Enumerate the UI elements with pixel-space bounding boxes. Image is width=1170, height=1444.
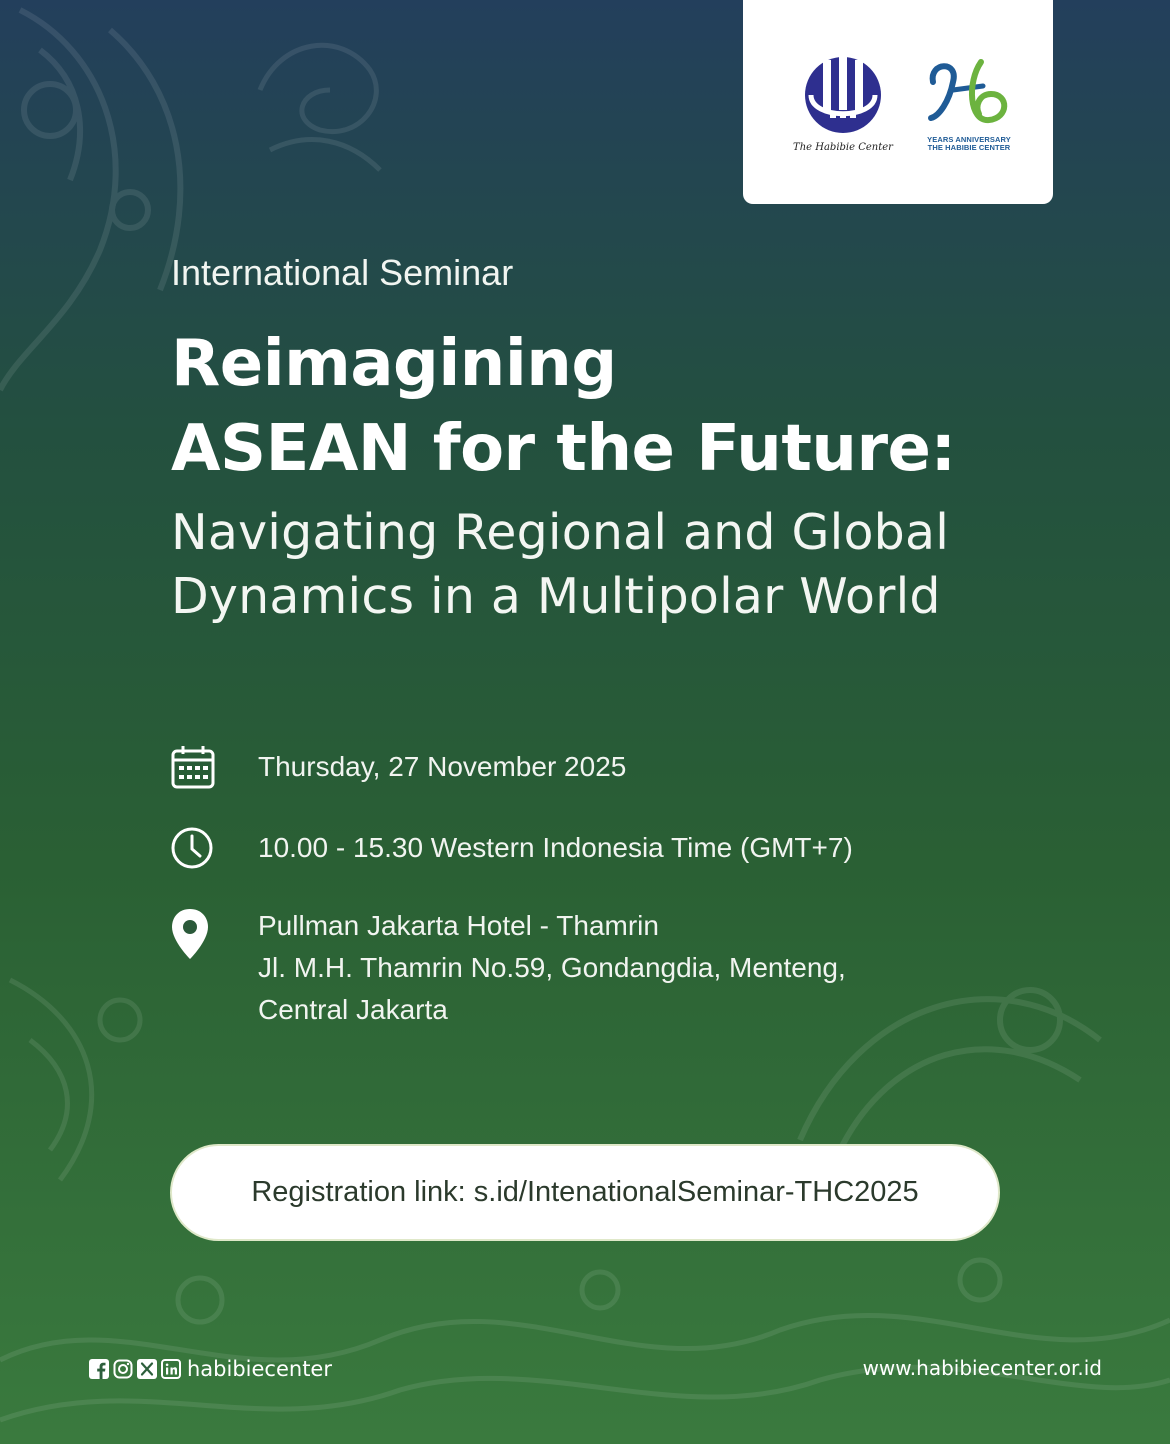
venue-address: Jl. M.H. Thamrin No.59, Gondangdia, Menteng, bbox=[258, 952, 846, 983]
calendar-icon bbox=[170, 744, 216, 790]
event-subtitle-line2: Dynamics in a Multipolar World bbox=[171, 568, 941, 625]
event-eyebrow: International Seminar bbox=[171, 252, 514, 293]
batik-ornament-top-center bbox=[240, 10, 400, 190]
website-link[interactable]: www.habibiecenter.or.id bbox=[862, 1356, 1102, 1380]
event-date: Thursday, 27 November 2025 bbox=[258, 751, 627, 782]
habibie-center-logo bbox=[783, 50, 903, 165]
anniversary-line1: YEARS ANNIVERSARY bbox=[927, 135, 1011, 144]
habibie-center-emblem-icon bbox=[783, 50, 903, 145]
linkedin-icon[interactable] bbox=[161, 1359, 181, 1379]
logo-card bbox=[743, 0, 1053, 204]
anniversary-logo bbox=[919, 52, 1019, 162]
location-pin-icon bbox=[170, 907, 210, 961]
batik-ornament-bottom bbox=[0, 1240, 1170, 1444]
habibie-center-script: The Habibie Center bbox=[793, 142, 893, 153]
registration-link-button[interactable]: Registration link: s.id/IntenationalSeminar-THC2025 bbox=[172, 1146, 998, 1239]
event-title-line1: Reimagining bbox=[171, 327, 617, 401]
event-subtitle-line1: Navigating Regional and Global bbox=[171, 504, 950, 561]
clock-icon bbox=[170, 826, 214, 870]
facebook-icon[interactable] bbox=[89, 1359, 109, 1379]
batik-ornament-left-mid bbox=[0, 960, 200, 1220]
event-time: 10.00 - 15.30 Western Indonesia Time (GMT+7) bbox=[258, 832, 853, 863]
social-handle-group bbox=[89, 1356, 332, 1382]
instagram-icon[interactable] bbox=[113, 1359, 133, 1379]
venue-name: Pullman Jakarta Hotel - Thamrin bbox=[258, 910, 659, 941]
anniversary-emblem-icon bbox=[919, 52, 1019, 132]
anniversary-line2: THE HABIBIE CENTER bbox=[927, 143, 1011, 152]
venue-city: Central Jakarta bbox=[258, 994, 448, 1025]
event-title-line2: ASEAN for the Future: bbox=[171, 412, 956, 486]
social-handle[interactable]: habibiecenter bbox=[187, 1357, 332, 1381]
x-icon[interactable] bbox=[137, 1359, 157, 1379]
